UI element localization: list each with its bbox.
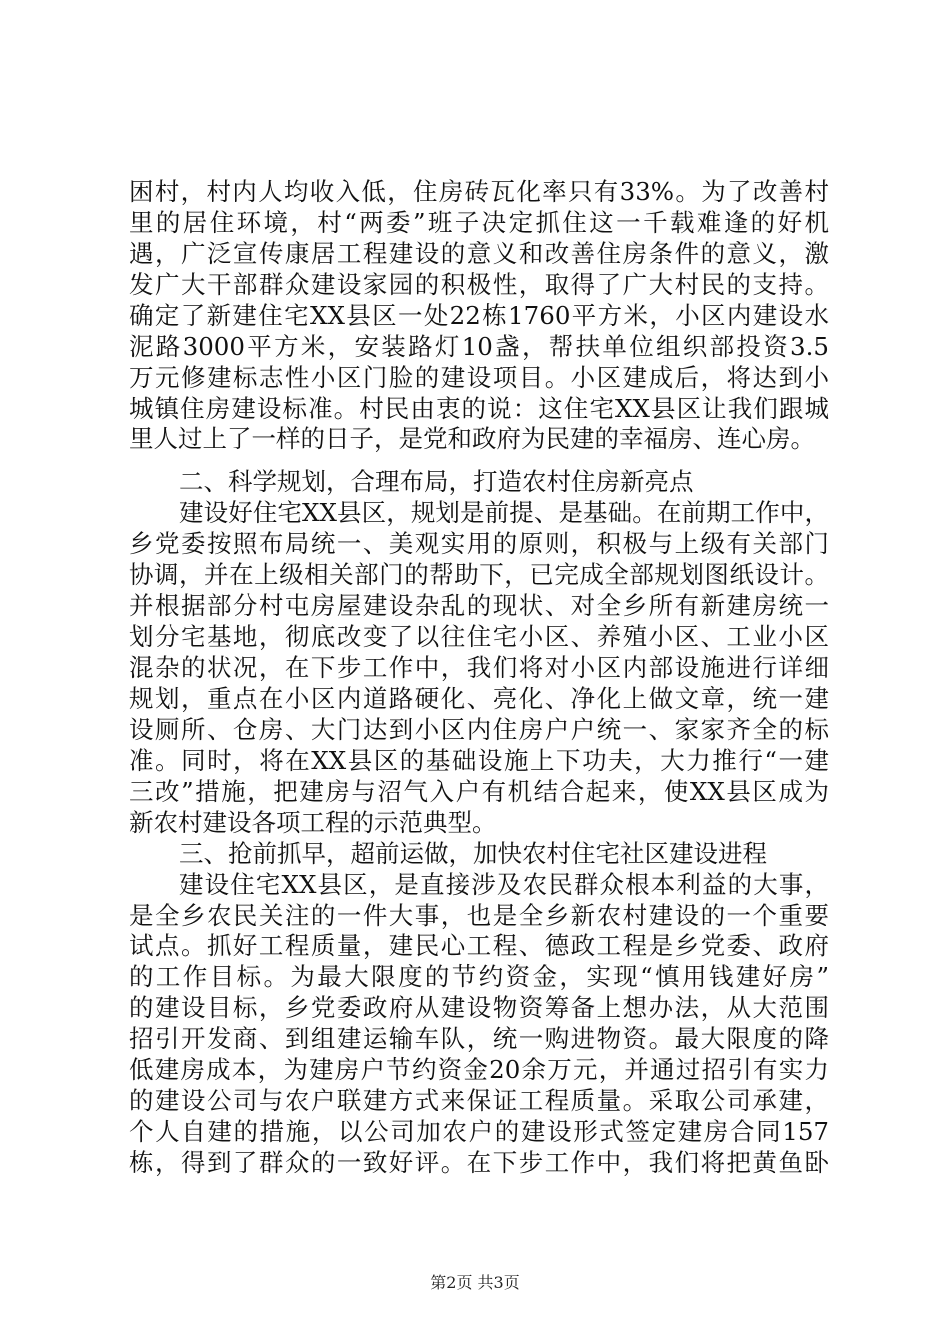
body-line: 乡党委按照布局统一、美观实用的原则，积极与上级有关部门 xyxy=(129,529,829,558)
body-line: 是全乡农民关注的一件大事，也是全乡新农村建设的一个重要 xyxy=(129,901,829,930)
body-line: 里的居住环境，村“两委”班子决定抓住这一千载难逢的好机 xyxy=(129,208,829,237)
body-line: 遇，广泛宣传康居工程建设的意义和改善住房条件的意义，激 xyxy=(129,239,829,268)
body-line: 并根据部分村屯房屋建设杂乱的现状、对全乡所有新建房统一 xyxy=(129,591,829,620)
body-line: 划分宅基地，彻底改变了以往住宅小区、养殖小区、工业小区 xyxy=(129,622,829,651)
body-line: 城镇住房建设标准。村民由衷的说：这住宅XX县区让我们跟城 xyxy=(129,394,829,423)
body-line: 规划，重点在小区内道路硬化、亮化、净化上做文章，统一建 xyxy=(129,684,829,713)
paragraph-first-line: 建设住宅XX县区，是直接涉及农民群众根本利益的大事， xyxy=(179,870,829,899)
body-line: 设厕所、仓房、大门达到小区内住房户户统一、家家齐全的标 xyxy=(129,715,829,744)
body-line: 困村，村内人均收入低，住房砖瓦化率只有33%。为了改善村 xyxy=(129,177,829,206)
page-number-footer: 第2页 共3页 xyxy=(430,1273,520,1292)
paragraph-first-line: 建设好住宅XX县区，规划是前提、是基础。在前期工作中， xyxy=(179,498,829,527)
body-line: 招引开发商、到组建运输车队，统一购进物资。最大限度的降 xyxy=(129,1024,829,1053)
body-line: 发广大干部群众建设家园的积极性，取得了广大村民的支持。 xyxy=(129,270,829,299)
body-line: 的建设公司与农户联建方式来保证工程质量。采取公司承建， xyxy=(129,1086,829,1115)
body-line: 泥路3000平方米，安装路灯10盏，帮扶单位组织部投资3.5 xyxy=(129,332,829,361)
body-line: 低建房成本，为建房户节约资金20余万元，并通过招引有实力 xyxy=(129,1055,829,1084)
section-heading: 二、科学规划，合理布局，打造农村住房新亮点 xyxy=(179,467,694,496)
body-line: 三改”措施，把建房与沼气入户有机结合起来，使XX县区成为 xyxy=(129,777,829,806)
body-line: 新农村建设各项工程的示范典型。 xyxy=(129,808,497,837)
body-line: 的工作目标。为最大限度的节约资金，实现“慎用钱建好房” xyxy=(129,962,829,991)
body-line: 协调，并在上级相关部门的帮助下，已完成全部规划图纸设计。 xyxy=(129,560,829,589)
body-line: 的建设目标，乡党委政府从建设物资筹备上想办法，从大范围 xyxy=(129,993,829,1022)
body-line: 个人自建的措施，以公司加农户的建设形式签定建房合同157 xyxy=(129,1117,829,1146)
body-line: 试点。抓好工程质量，建民心工程、德政工程是乡党委、政府 xyxy=(129,931,829,960)
body-line: 万元修建标志性小区门脸的建设项目。小区建成后，将达到小 xyxy=(129,363,829,392)
body-line: 里人过上了一样的日子，是党和政府为民建的幸福房、连心房。 xyxy=(129,424,815,453)
body-line: 栋，得到了群众的一致好评。在下步工作中，我们将把黄鱼卧 xyxy=(129,1148,829,1177)
body-line: 确定了新建住宅XX县区一处22栋1760平方米，小区内建设水 xyxy=(129,301,829,330)
body-line: 混杂的状况，在下步工作中，我们将对小区内部设施进行详细 xyxy=(129,653,829,682)
section-heading: 三、抢前抓早，超前运做，加快农村住宅社区建设进程 xyxy=(179,839,767,868)
body-line: 准。同时，将在XX县区的基础设施上下功夫，大力推行“一建 xyxy=(129,746,829,775)
